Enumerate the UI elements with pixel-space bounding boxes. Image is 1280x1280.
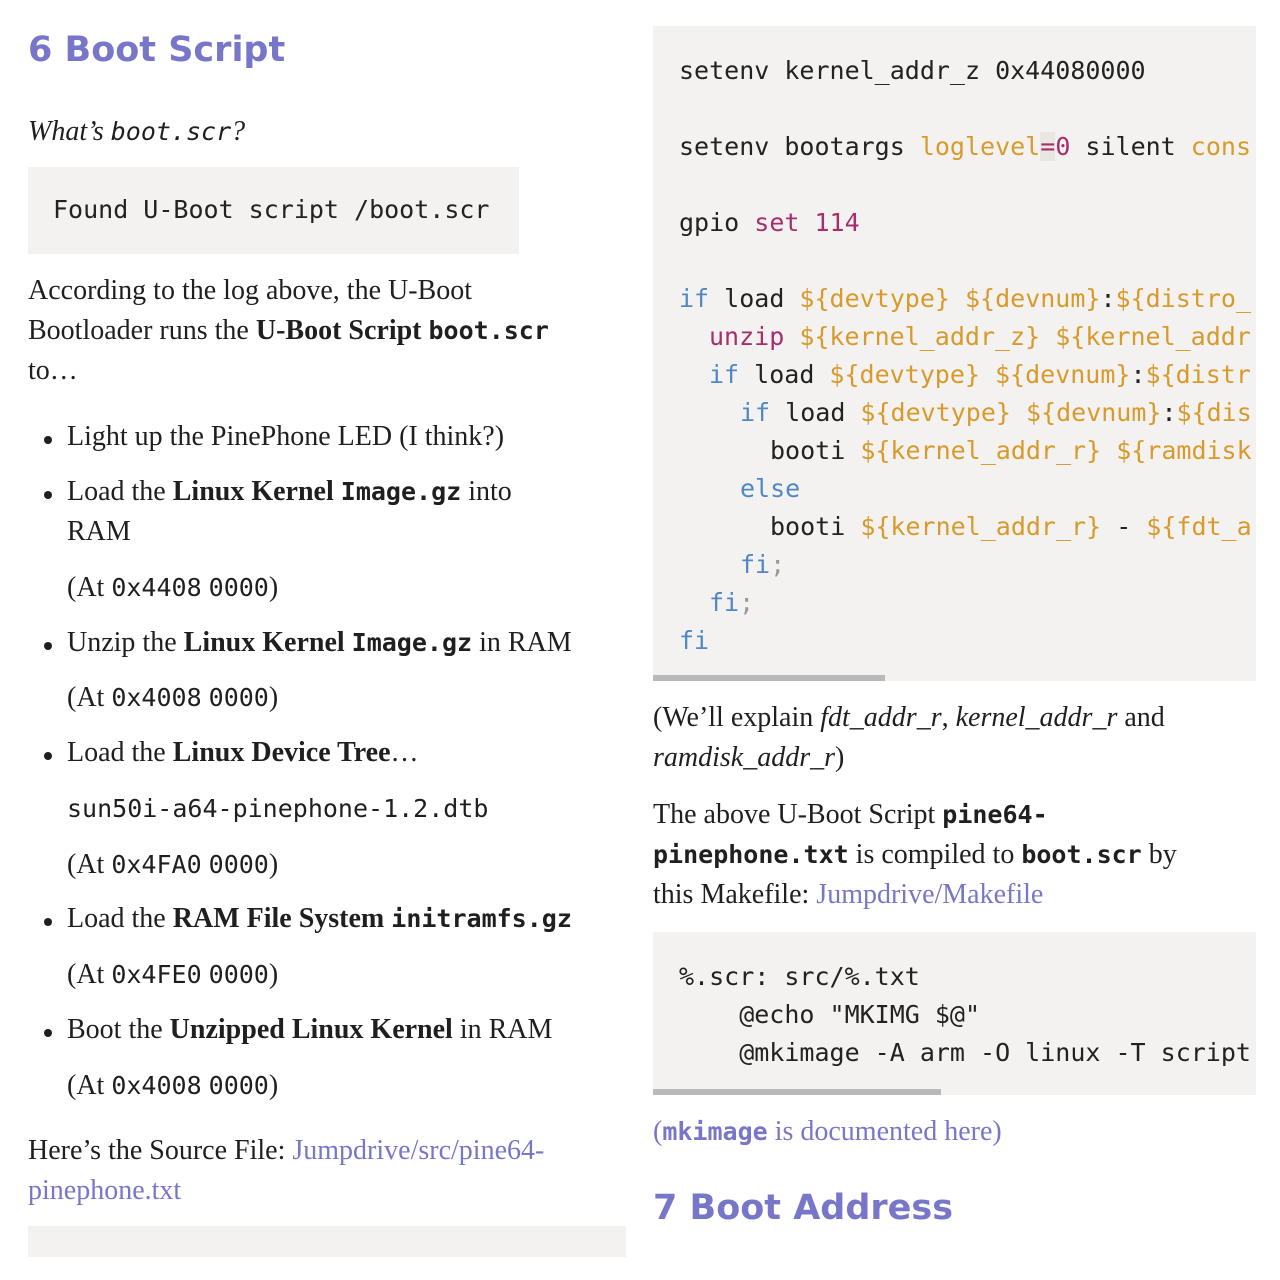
bullet-icon: [44, 752, 52, 760]
address-note: (At 0x4FE0 0000): [67, 959, 279, 990]
makefile-code-block[interactable]: %.scr: src/%.txt @echo "MKIMG $@" @mkimage -A arm -O linux -T script: [653, 932, 1256, 1095]
source-file-link[interactable]: Jumpdrive/src/pine64-: [292, 1135, 545, 1166]
log-code-block: Found U-Boot script /boot.scr: [28, 167, 519, 254]
boot-scr-question: What’s boot.scr?: [28, 116, 246, 147]
bullet-icon: [44, 491, 52, 499]
bullet-icon: [44, 1029, 52, 1037]
bullet-icon: [44, 436, 52, 444]
mkimage-doc-link[interactable]: (mkimage is documented here): [653, 1116, 1002, 1147]
dtb-filename: sun50i-a64-pinephone-1.2.dtb: [67, 794, 489, 823]
bullet-icon: [44, 918, 52, 926]
code-scrollbar[interactable]: [653, 675, 885, 681]
section-heading-boot-address: 7 Boot Address: [653, 1188, 954, 1228]
makefile-paragraph: The above U-Boot Script pine64- pinephone.txt is compiled to boot.scr by this Makefile: Jumpdrive/Makefile: [653, 799, 1177, 910]
section-heading-boot-script: 6 Boot Script: [28, 30, 286, 70]
address-note: (At 0x4FA0 0000): [67, 849, 279, 880]
code-block-partial: [28, 1226, 626, 1257]
boot-script-code-block[interactable]: setenv kernel_addr_z 0x44080000 setenv bootargs loglevel=0 silent cons gpio set 114 if load ${devtype} ${devnum}:${distro_ unzip ${kernel_addr_z} ${kernel_addr if load ${devtype} ${devnum}:${distr if load ${devtype} ${devnum}:${dis booti ${kernel_addr_r} ${ramdisk else booti ${kernel_addr_r} - ${fdt_a fi; fi; fi: [653, 26, 1256, 681]
intro-paragraph: According to the log above, the U-Boot Bootloader runs the U-Boot Script boot.scr to…: [28, 275, 549, 386]
bullet-icon: [44, 642, 52, 650]
makefile-scrollbar[interactable]: [653, 1089, 941, 1095]
explain-paragraph: (We’ll explain fdt_addr_r, kernel_addr_r and ramdisk_addr_r): [653, 702, 1165, 773]
address-note: (At 0x4408 0000): [67, 572, 279, 603]
address-note: (At 0x4008 0000): [67, 1070, 279, 1101]
source-file-link-continued[interactable]: pinephone.txt: [28, 1175, 182, 1206]
address-note: (At 0x4008 0000): [67, 682, 279, 713]
makefile-link[interactable]: Jumpdrive/Makefile: [816, 879, 1044, 910]
source-file-paragraph: Here’s the Source File: Jumpdrive/src/pine64- pinephone.txt: [28, 1135, 545, 1206]
